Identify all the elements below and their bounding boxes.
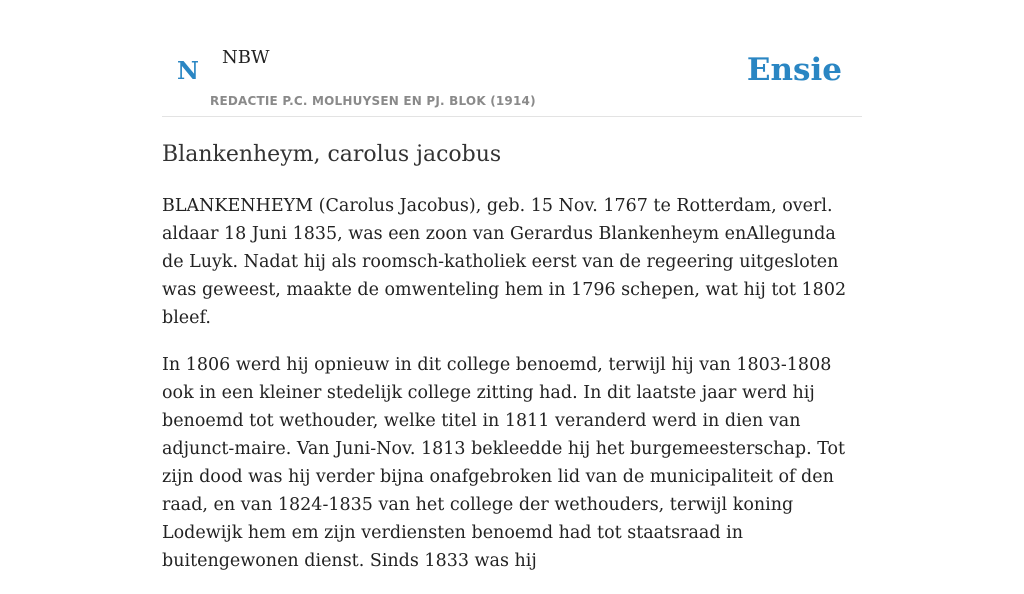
source-subtitle: REDACTIE P.C. MOLHUYSEN EN PJ. BLOK (1914) xyxy=(210,94,536,108)
article-title: Blankenheym, carolus jacobus xyxy=(162,142,502,167)
source-logo[interactable]: N xyxy=(177,56,199,85)
ensie-logo[interactable]: Ensie xyxy=(746,52,842,88)
article-body xyxy=(162,192,862,594)
page-header xyxy=(162,0,862,117)
article-paragraph: BLANKENHEYM (Carolus Jacobus), geb. 15 Nov. 1767 te Rotterdam, overl. aldaar 18 Juni 1835, was een zoon van Gerardus Blankenheym enAllegunda de Luyk. Nadat hij als roomsch-katholiek eerst van de regeering uitgesloten was geweest, maakte de omwenteling hem in 1796 schepen, wat hij tot 1802 bleef. xyxy=(162,196,847,328)
article-paragraph: In 1806 werd hij opnieuw in dit college benoemd, terwijl hij van 1803-1808 ook in een kleiner stedelijk college zitting had. In dit laatste jaar werd hij benoemd tot wethouder, welke titel in 1811 veranderd werd in dien van adjunct-maire. Van Juni-Nov. 1813 bekleedde hij het burgemeesterschap. Tot zijn dood was hij verder bijna onafgebroken lid van de municipaliteit of den raad, en van 1824-1835 van het college der wethouders, terwijl koning Lodewijk hem em zijn verdiensten benoemd had tot staatsraad in buitengewonen dienst. Sinds 1833 was hij xyxy=(162,355,846,571)
source-name[interactable]: NBW xyxy=(222,47,270,68)
